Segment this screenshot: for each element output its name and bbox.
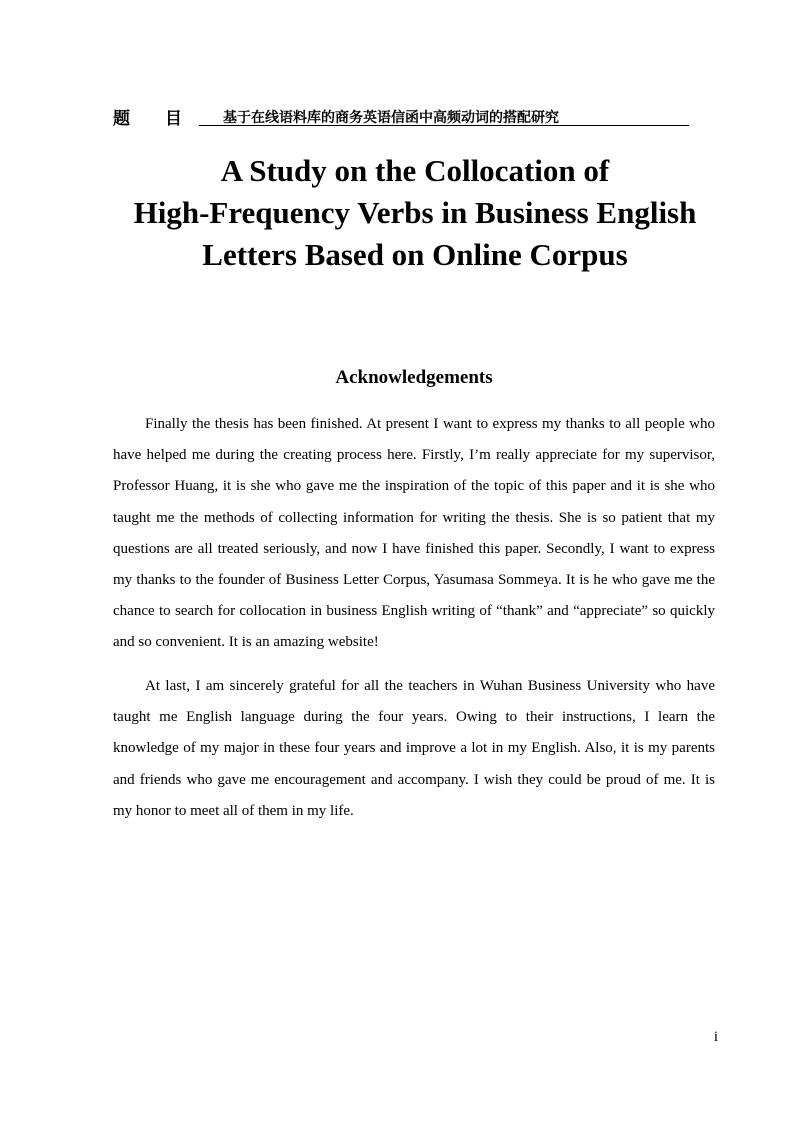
chinese-title: 基于在线语料库的商务英语信函中高频动词的搭配研究 — [223, 110, 559, 126]
english-title-line-2: High-Frequency Verbs in Business English — [133, 195, 697, 230]
english-title-line-1: A Study on the Collocation of — [220, 153, 610, 188]
english-title — [60, 150, 770, 276]
thesis-title-row — [113, 104, 689, 128]
acknowledgements-heading: Acknowledgements — [335, 367, 493, 388]
title-label: 题目 — [113, 109, 217, 129]
acknowledgements-paragraph-2: At last, I am sincerely grateful for all the teachers in Wuhan Business University who have taught me English language during the four years. Owing to their instructions, I learn the knowledge of my major in these four years and improve a lot in my English. Also, it is my parents and friends who gave me encouragement and accompany. I wish they could be proud of me. It is my honor to meet all of them in my life. — [113, 678, 715, 819]
page-number: i — [713, 1029, 718, 1045]
acknowledgements-paragraph-1: Finally the thesis has been finished. At present I want to express my thanks to all people who have helped me during the creating process here. Firstly, I’m really appreciate for my supervisor, Professor Huang, it is she who gave me the inspiration of the topic of this paper and it is she who taught me the methods of collecting information for writing the thesis. She is so patient that my questions are all treated seriously, and now I have finished this paper. Secondly, I want to express my thanks to the founder of Business Letter Corpus, Yasumasa Sommeya. It is he who gave me the chance to search for collocation in business English writing of “thank” and “appreciate” so quickly and so convenient. It is an amazing website! — [113, 416, 715, 651]
english-title-line-3: Letters Based on Online Corpus — [202, 237, 628, 272]
